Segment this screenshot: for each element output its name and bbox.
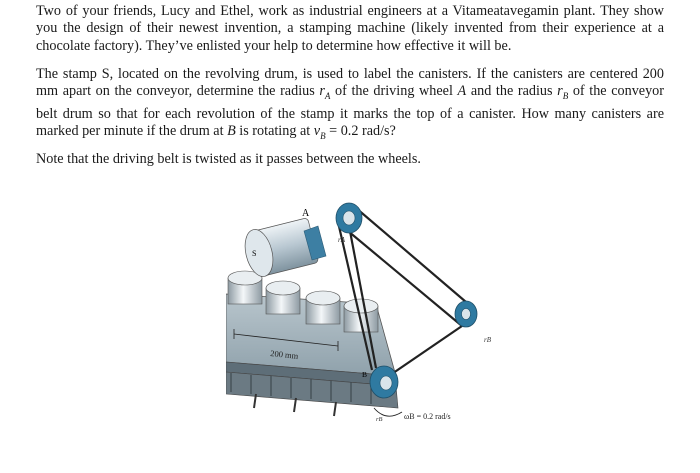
label-rA: rA [338, 236, 345, 244]
omega-arrow [374, 408, 402, 416]
label-B: B [362, 370, 368, 379]
label-S: S [252, 249, 257, 258]
label-rB-bottom: rB [376, 416, 383, 423]
text-segment: of the conveyor belt drum so that for each revolution of the stamp it marks the top of a canister. How many canisters are marked per minute if the drum at [36, 83, 664, 140]
drum-B-symbol: B [227, 123, 236, 140]
canister [344, 299, 378, 332]
paragraph-note-text: Note that the driving belt is twisted as it passes between the wheels. [36, 151, 421, 167]
radius-rB-symbol: $r_B$ [557, 83, 569, 102]
radius-rA-symbol: $r_A$ [319, 83, 331, 102]
label-rB-right: rB [484, 336, 491, 344]
text-segment: and the radius [466, 83, 558, 100]
text-segment: of the driving wheel [330, 83, 458, 100]
paragraph-note [36, 151, 664, 168]
stamping-machine-illustration [226, 186, 526, 438]
wheel-A-symbol: A [457, 83, 467, 100]
text-segment: = 0.2 rad/s? [325, 123, 396, 140]
label-200mm: 200 mm [269, 348, 299, 361]
canister [228, 271, 262, 304]
wheel-right [455, 301, 477, 327]
paragraph-problem [36, 66, 664, 145]
paragraph-intro-text: Two of your friends, Lucy and Ethel, work as industrial engineers at a Vitameatavegamin plant. They show you the design of their newest invention, a stamping machine (likely invented from their experience at a chocolate factory). They’ve enlisted your help to determine how effective it will be. [36, 3, 664, 54]
paragraph-problem-text [36, 66, 664, 145]
label-omega: ωB = 0.2 rad/s [404, 412, 451, 421]
text-segment: is rotating at [235, 123, 314, 140]
stamping-machine-figure [226, 186, 526, 438]
driving-wheel-A [336, 203, 362, 233]
velocity-vB-symbol: $v_B$ [313, 123, 326, 141]
canister [306, 291, 340, 324]
paragraph-intro [36, 3, 664, 55]
conveyor-drum-B [370, 366, 398, 398]
label-A: A [302, 208, 310, 219]
canister [266, 281, 300, 314]
text-segment: The stamp S, located on the revolving drum, is used to label the canisters. If the canisters are centered 200 mm apart on the conveyor, determine the radius [36, 66, 664, 100]
